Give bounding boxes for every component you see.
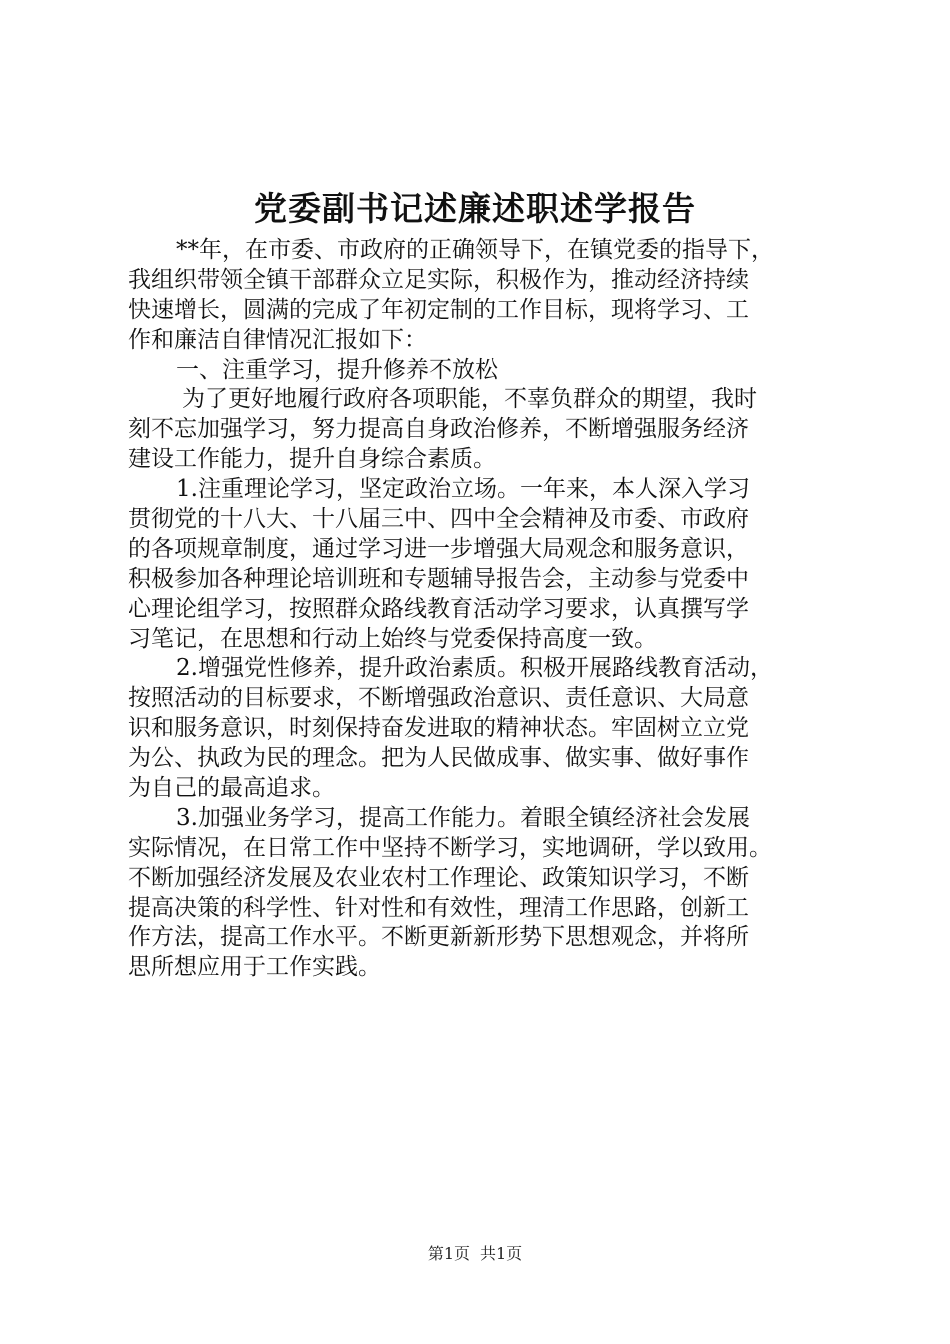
paragraph-line: **年，在市委、市政府的正确领导下，在镇党委的指导下， (176, 237, 774, 263)
paragraph-line: 习笔记，在思想和行动上始终与党委保持高度一致。 (128, 625, 657, 652)
paragraph-line: 3.加强业务学习，提高工作能力。着眼全镇经济社会发展 (176, 804, 750, 831)
paragraph-line: 贯彻党的十八大、十八届三中、四中全会精神及市委、市政府 (128, 506, 749, 533)
paragraph-line: 为公、执政为民的理念。把为人民做成事、做实事、做好事作 (128, 745, 749, 772)
document-body (128, 236, 830, 983)
section-heading: 一、注重学习，提升修养不放松 (176, 356, 498, 383)
paragraph-line: 为自己的最高追求。 (128, 775, 335, 802)
paragraph-line: 实际情况，在日常工作中坚持不断学习，实地调研，学以致用。 (128, 834, 772, 861)
paragraph-line: 思所想应用于工作实践。 (128, 954, 381, 981)
paragraph-line: 2.增强党性修养，提升政治素质。积极开展路线教育活动， (176, 655, 773, 682)
paragraph-line: 我组织带领全镇干部群众立足实际，积极作为，推动经济持续 (128, 266, 749, 293)
paragraph-line: 不断加强经济发展及农业农村工作理论、政策知识学习，不断 (128, 864, 749, 891)
paragraph-line: 作方法，提高工作水平。不断更新新形势下思想观念，并将所 (128, 924, 749, 951)
paragraph-line: 快速增长，圆满的完成了年初定制的工作目标，现将学习、工 (128, 296, 749, 323)
page-footer (0, 1243, 950, 1265)
paragraph-line: 按照活动的目标要求，不断增强政治意识、责任意识、大局意 (128, 685, 749, 712)
paragraph-line: 建设工作能力，提升自身综合素质。 (128, 446, 496, 473)
paragraph-line: 作和廉洁自律情况汇报如下： (128, 326, 427, 353)
paragraph-line: 为了更好地履行政府各项职能，不辜负群众的期望，我时 (182, 386, 757, 413)
paragraph-line: 识和服务意识，时刻保持奋发进取的精神状态。牢固树立立党 (128, 715, 749, 742)
paragraph-line: 提高决策的科学性、针对性和有效性，理清工作思路，创新工 (128, 894, 749, 921)
page-total: 共1页 (480, 1244, 523, 1263)
document-title: 党委副书记述廉述职述学报告 (254, 189, 696, 228)
paragraph-line: 1.注重理论学习，坚定政治立场。一年来，本人深入学习 (176, 476, 750, 503)
paragraph-line: 积极参加各种理论培训班和专题辅导报告会，主动参与党委中 (128, 565, 749, 592)
page-number: 第1页 (427, 1244, 470, 1263)
paragraph-line: 的各项规章制度，通过学习进一步增强大局观念和服务意识， (128, 535, 749, 562)
paragraph-line: 心理论组学习，按照群众路线教育活动学习要求，认真撰写学 (128, 595, 749, 622)
paragraph-line: 刻不忘加强学习，努力提高自身政治修养，不断增强服务经济 (128, 416, 749, 443)
